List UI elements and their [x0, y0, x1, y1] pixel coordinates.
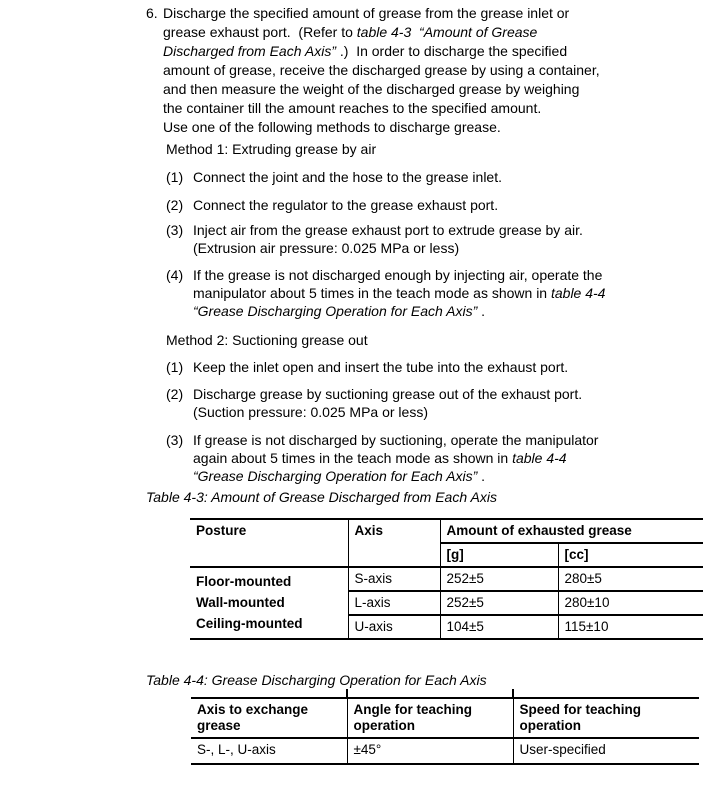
item-marker: (1) — [166, 169, 184, 185]
item-marker: (4) — [166, 267, 184, 283]
item-marker: (3) — [166, 432, 184, 448]
header-unit-g: [g] — [440, 543, 558, 567]
item-marker: (2) — [166, 197, 184, 213]
cell-grams: 252±5 — [440, 591, 558, 615]
item-text: Connect the joint and the hose to the grease inlet. — [193, 169, 502, 185]
method-1-item-4 — [166, 266, 605, 320]
item-marker: (3) — [166, 222, 184, 238]
item-text: Keep the inlet open and insert the tube into the exhaust port. — [193, 359, 569, 375]
method-1-item-3 — [166, 221, 583, 257]
table-4-4-caption: Table 4-4: Grease Discharging Operation for Each Axis — [146, 672, 487, 688]
item-text: If the grease is not discharged enough by injecting air, operate the manipulator about 5 times in the teach mode as shown in table 4-4 “Grease Discharging Operation for Each Axis” . — [193, 267, 606, 319]
cell-grams: 104±5 — [440, 615, 558, 639]
cell-angle: ±45° — [347, 738, 513, 764]
cell-axis: U-axis — [348, 615, 440, 639]
cell-axis: S-axis — [348, 567, 440, 591]
cell-axes: S-, L-, U-axis — [191, 738, 347, 764]
cell-axis: L-axis — [348, 591, 440, 615]
item-text: If grease is not discharged by suctioning, operate the manipulator again about 5 times in the teach mode as shown in table 4-4 “Grease Discharging Operation for Each Axis” . — [193, 432, 599, 484]
cell-cc: 280±10 — [558, 591, 703, 615]
table-4-4 — [191, 697, 699, 765]
header-posture: Posture — [190, 519, 348, 567]
item-marker: (2) — [166, 386, 184, 402]
header-speed: Speed for teaching operation — [513, 698, 699, 738]
table-4-3-caption: Table 4-3: Amount of Grease Discharged from Each Axis — [146, 489, 497, 505]
cell-grams: 252±5 — [440, 567, 558, 591]
cell-cc: 280±5 — [558, 567, 703, 591]
method-2-item-3 — [166, 431, 598, 485]
header-amount: Amount of exhausted grease — [440, 519, 703, 543]
method-1-item-1 — [166, 168, 502, 186]
header-axis-to-exchange: Axis to exchange grease — [191, 698, 347, 738]
cell-speed: User-specified — [513, 738, 699, 764]
step-6-paragraph: Discharge the specified amount of grease from the grease inlet or grease exhaust port. (Refer to table 4-3 “Amount of Grease Discharged from Each Axis” .) In order to discharge the specified amount of grease, receive the discharged grease by using a container, and then measure the weight of the discharged grease by weighing the container till the amount reaches to the specified amount. Use one of the following methods to discharge grease. — [163, 5, 600, 135]
item-text: Inject air from the grease exhaust port to extrude grease by air. (Extrusion air pressure: 0.025 MPa or less) — [193, 222, 583, 256]
header-angle: Angle for teaching operation — [347, 698, 513, 738]
method-2-item-1 — [166, 358, 568, 376]
header-unit-cc: [cc] — [558, 543, 703, 567]
step-6 — [146, 4, 600, 137]
step-6-number: 6. — [146, 5, 158, 21]
item-text: Connect the regulator to the grease exhaust port. — [193, 197, 499, 213]
method-1-heading: Method 1: Extruding grease by air — [166, 141, 377, 157]
method-2-heading: Method 2: Suctioning grease out — [166, 332, 368, 348]
method-2-item-2 — [166, 385, 582, 421]
method-1-item-2 — [166, 196, 498, 214]
cell-posture: Floor-mounted Wall-mounted Ceiling-mounted — [190, 567, 348, 639]
item-text: Discharge grease by suctioning grease out of the exhaust port. (Suction pressure: 0.025 MPa or less) — [193, 386, 583, 420]
cell-cc: 115±10 — [558, 615, 703, 639]
item-marker: (1) — [166, 359, 184, 375]
header-axis: Axis — [348, 519, 440, 567]
table-4-3 — [190, 518, 703, 640]
